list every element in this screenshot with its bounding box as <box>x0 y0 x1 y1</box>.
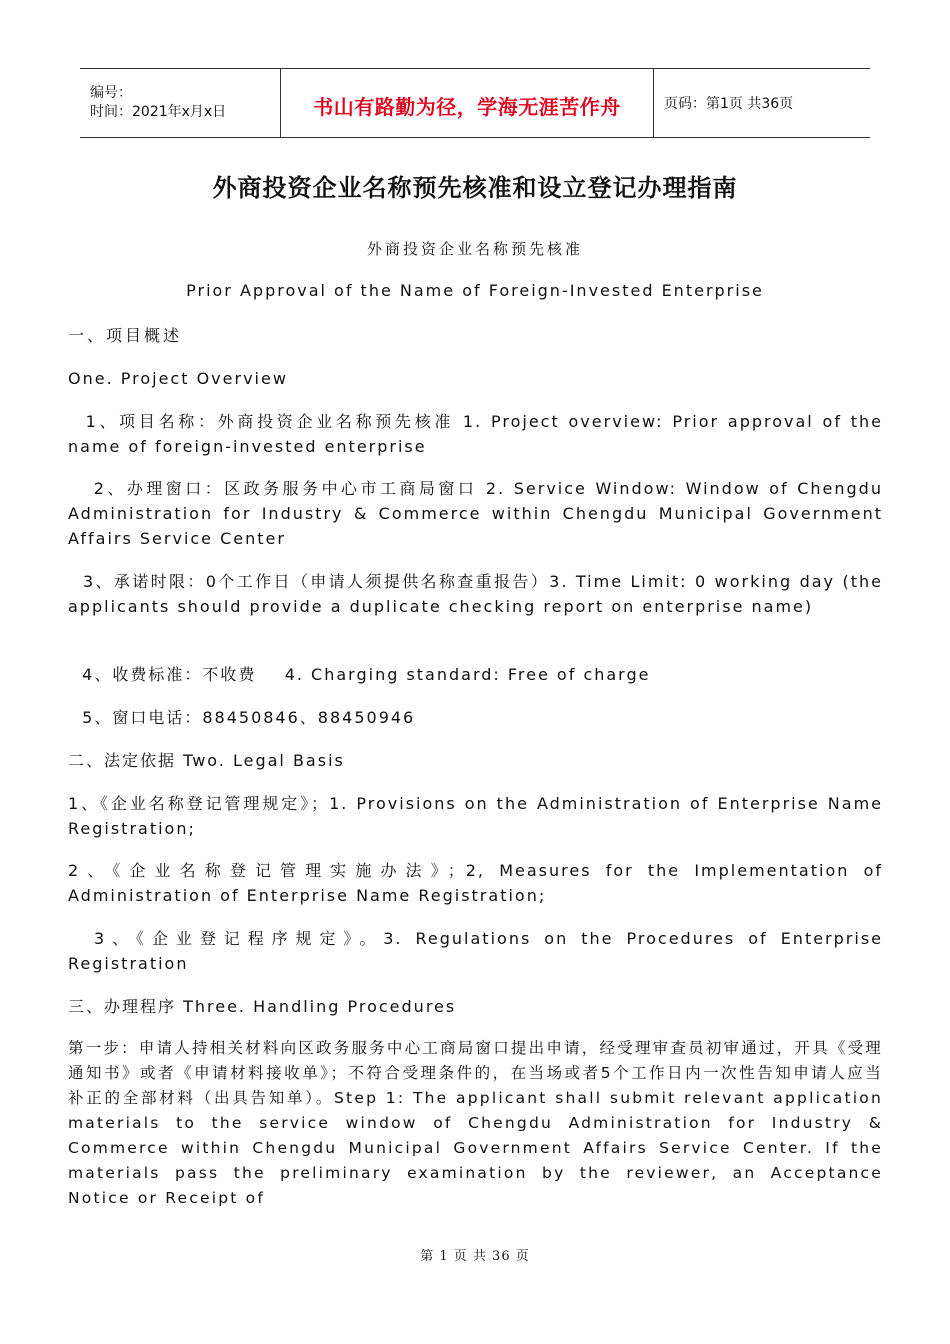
section-heading-overview-cn: 一、项目概述 <box>68 326 183 345</box>
document-number: 编号： <box>90 85 132 101</box>
paragraph-service-window: 2、办理窗口：区政务服务中心市工商局窗口 2. Service Window: Window of Chengdu Administration for Industry & Commerce within Chengdu Municipal Government Affairs Service Center <box>68 479 891 548</box>
paragraph-project-name: 1、项目名称：外商投资企业名称预先核准 1. Project overview: Prior approval of the name of foreign-invested enterprise <box>68 412 891 456</box>
page-footer: 第 1 页 共 36 页 <box>420 1249 530 1264</box>
section-heading-legal-basis: 二、法定依据 Two. Legal Basis <box>68 751 345 770</box>
document-title: 外商投资企业名称预先核准和设立登记办理指南 <box>212 173 738 202</box>
paragraph-window-phone: 5、窗口电话：88450846、88450946 <box>68 708 416 727</box>
paragraph-legal-basis-3: 3、《企业登记程序规定》。3. Regulations on the Procedures of Enterprise Registration <box>68 929 891 973</box>
header-page-cell <box>654 69 870 137</box>
subtitle-chinese: 外商投资企业名称预先核准 <box>366 240 583 258</box>
page-info: 页码：第1页 共36页 <box>664 96 794 112</box>
paragraph-legal-basis-2: 2、《企业名称登记管理实施办法》；2, Measures for the Implementation of Administration of Enterprise Name Registration; <box>68 861 883 905</box>
header-meta <box>80 69 280 137</box>
motto: 书山有路勤为径，学海无涯苦作舟 <box>313 94 621 119</box>
subtitle-english: Prior Approval of the Name of Foreign-Invested Enterprise <box>186 281 764 300</box>
paragraph-charging-standard: 4、收费标准：不收费 4. Charging standard: Free of charge <box>68 665 651 684</box>
paragraph-legal-basis-1: 1、《企业名称登记管理规定》；1. Provisions on the Administration of Enterprise Name Registration; <box>68 794 883 838</box>
document-date: 时间：2021年x月x日 <box>90 104 227 120</box>
page-header <box>80 68 870 138</box>
header-motto-cell <box>280 69 654 137</box>
section-heading-procedures: 三、办理程序 Three. Handling Procedures <box>68 997 457 1016</box>
paragraph-time-limit: 3、承诺时限：0个工作日（申请人须提供名称查重报告）3. Time Limit: 0 working day (the applicants should provide a duplicate checking report on enterprise name) <box>68 572 891 616</box>
section-heading-overview-en: One. Project Overview <box>68 369 288 388</box>
paragraph-step-1: 第一步：申请人持相关材料向区政务服务中心工商局窗口提出申请，经受理审查员初审通过，开具《受理通知书》或者《申请材料接收单》；不符合受理条件的，在当场或者5个工作日内一次性告知申请人应当补正的全部材料（出具告知单）。Step 1: The applicant shall submit relevant application materials to the service window of Chengdu Administration for Industry & Commerce within Chengdu Municipal Government Affairs Service Center. If the materials pass the preliminary examination by the reviewer, an Acceptance Notice or Receipt of <box>68 1039 883 1207</box>
